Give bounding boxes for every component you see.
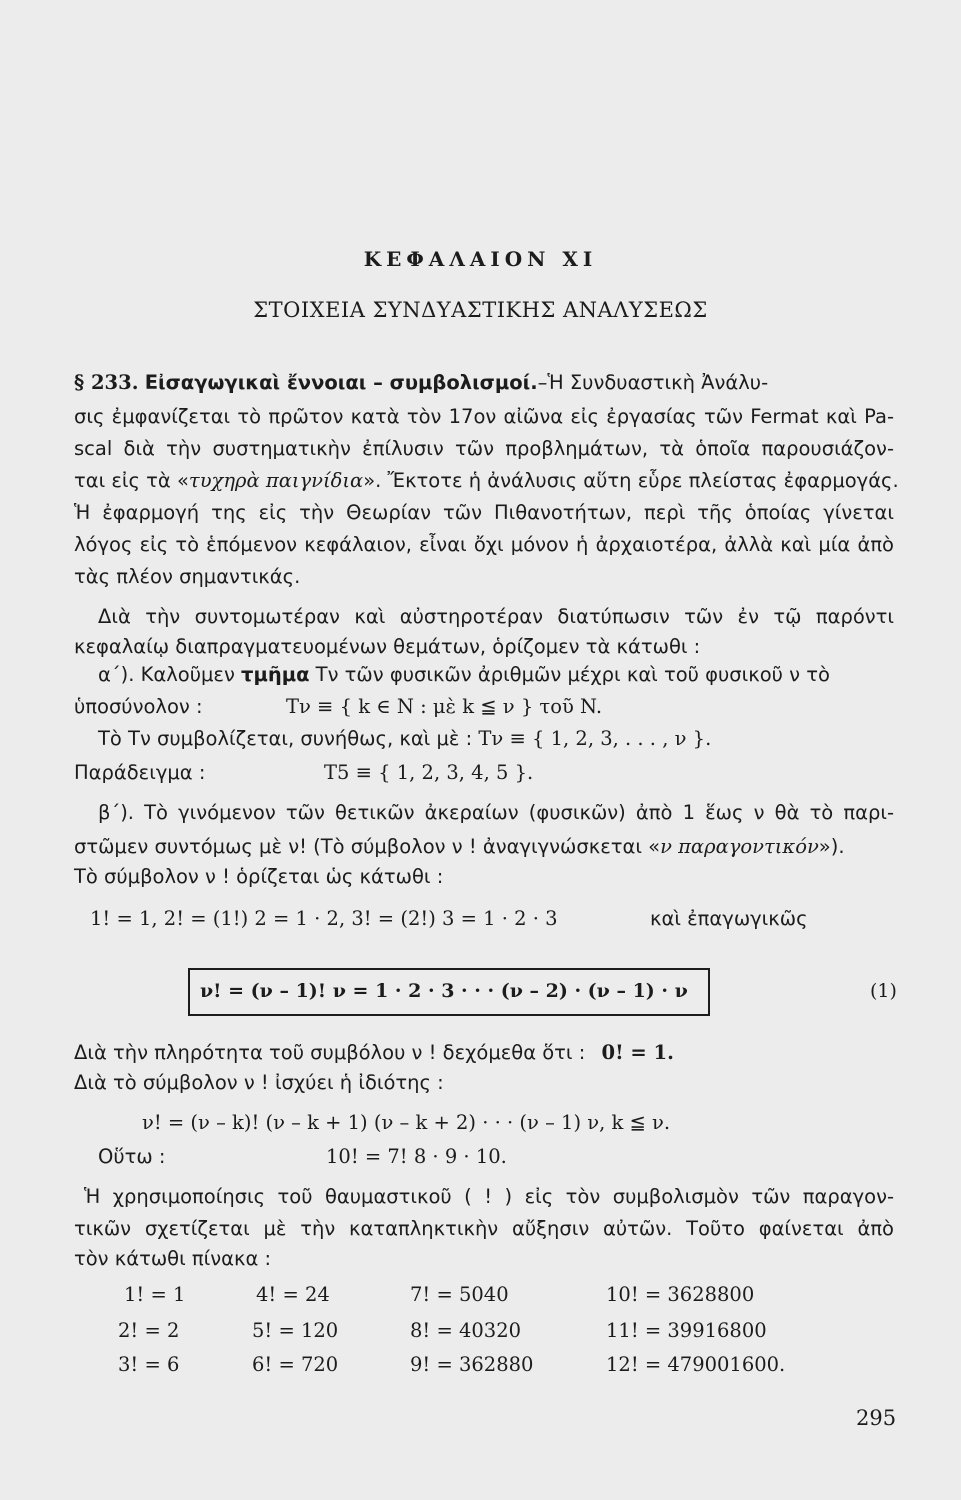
chapter-heading: ΚΕΦΑΛΑΙΟΝ XI: [363, 247, 598, 271]
boxed-factorial-definition: ν! = (ν – 1)! ν = 1 · 2 · 3 · · · (ν – 2) · (ν – 1) · ν: [200, 980, 688, 1002]
item-a-term: τμῆμα: [241, 663, 310, 686]
section-line-1: [74, 370, 894, 396]
section-number: § 233.: [74, 371, 139, 394]
section-line-7: τὰς πλέον σημαντικάς.: [74, 565, 301, 588]
item-a-formula-notation: Tν ≡ { 1, 2, 3, . . . , ν }.: [478, 727, 712, 750]
item-b-line-3: Τὸ σύμβολον ν ! ὁρίζεται ὡς κάτωθι :: [74, 865, 444, 888]
section-line-5: Ἡ ἐφαρμογή της εἰς τὴν Θεωρίαν τῶν Πιθανοτήτων, περὶ τῆς ὁποίας γίνεται: [74, 501, 894, 524]
item-a-line-1: [98, 662, 894, 688]
item-b-inductive-text: καὶ ἐπαγωγικῶς: [650, 907, 808, 930]
section-line-6: λόγος εἰς τὸ ἑπόμενον κεφάλαιον, εἶναι ὄχι μόνον ἡ ἀρχαιοτέρα, ἀλλὰ καὶ μία ἀπὸ: [74, 533, 894, 556]
item-b-line-6: [74, 1040, 894, 1066]
item-b-formula-small-factorials: 1! = 1, 2! = (1!) 2 = 1 · 2, 3! = (2!) 3 = 1 · 2 · 3: [90, 907, 558, 930]
page-number: 295: [856, 1406, 897, 1430]
para3-line-2: τικῶν σχετίζεται μὲ τὴν καταπληκτικὴν αὔξησιν αὐτῶν. Τοῦτο φαίνεται ἀπὸ: [74, 1217, 894, 1240]
table-cell: 6! = 720: [252, 1353, 339, 1376]
section-heading: Εἰσαγωγικαὶ ἔννοιαι – συμβολισμοί.: [144, 371, 538, 394]
para3-line-1: Ἡ χρησιμοποίησις τοῦ θαυμαστικοῦ ( ! ) εἰς τὸν συμβολισμὸν τῶν παραγον-: [84, 1185, 894, 1208]
table-cell: 12! = 479001600.: [606, 1353, 786, 1376]
item-b-line-7: Διὰ τὸ σύμβολον ν ! ἰσχύει ἡ ἰδιότης :: [74, 1071, 444, 1094]
item-a-line-4: [74, 760, 894, 786]
para2-line-1: Διὰ τὴν συντομωτέραν καὶ αὐστηροτέραν διατύπωσιν τῶν ἐν τῷ παρόντι: [98, 605, 894, 628]
table-cell: 11! = 39916800: [606, 1319, 767, 1342]
item-b-zero-text: Διὰ τὴν πληρότητα τοῦ συμβόλου ν ! δεχόμεθα ὅτι :: [74, 1041, 586, 1064]
table-cell: 1! = 1: [124, 1283, 186, 1306]
item-b-zero-formula: 0! = 1.: [601, 1041, 674, 1064]
item-b-line-2-end: »).: [818, 835, 845, 858]
item-b-line-2: [74, 834, 894, 860]
table-cell: 9! = 362880: [410, 1353, 534, 1376]
item-a-line-2: [74, 694, 894, 720]
item-b-example-formula: 10! = 7! 8 · 9 · 10.: [326, 1145, 507, 1168]
item-a-label-subset: ὑποσύνολον :: [74, 695, 203, 718]
item-b-line-2-italic: ν παραγοντικόν: [660, 835, 819, 858]
table-cell: 10! = 3628800: [606, 1283, 755, 1306]
table-cell: 3! = 6: [118, 1353, 180, 1376]
para3-line-3: τὸν κάτωθι πίνακα :: [74, 1247, 272, 1270]
item-a-formula-example: T5 ≡ { 1, 2, 3, 4, 5 }.: [324, 761, 534, 784]
item-a-formula-subset: Tν ≡ { k ∈ N : μὲ k ≦ ν } τοῦ N.: [286, 695, 603, 718]
para2-line-2: κεφαλαίῳ διαπραγματευομένων θεμάτων, ὁρίζομεν τὰ κάτωθι :: [74, 635, 701, 658]
table-cell: 4! = 24: [256, 1283, 330, 1306]
item-a-text-1: α΄). Καλοῦμεν: [98, 663, 235, 686]
section-line-4-start: ται εἰς τὰ «: [74, 469, 189, 492]
item-b-line-4: [90, 906, 894, 932]
item-a-label-notation: Τὸ Tν συμβολίζεται, συνήθως, καὶ μὲ :: [98, 727, 473, 750]
table-cell: 5! = 120: [252, 1319, 339, 1342]
item-b-line-2-start: στῶμεν συντόμως μὲ ν! (Τὸ σύμβολον ν ! ἀναγιγνώσκεται «: [74, 835, 661, 858]
item-a-label-example: Παράδειγμα :: [74, 761, 206, 784]
item-b-property-formula: ν! = (ν – k)! (ν – k + 1) (ν – k + 2) · · · (ν – 1) ν, k ≦ ν.: [142, 1111, 671, 1134]
equation-number: (1): [870, 980, 897, 1002]
item-a-line-3: [98, 726, 894, 752]
section-line-4: [74, 468, 899, 494]
section-line-3: scal διὰ τὴν συστηματικὴν ἐπίλυσιν τῶν προβλημάτων, τὰ ὁποῖα παρουσιάζον-: [74, 437, 894, 460]
item-a-text-2: Tν τῶν φυσικῶν ἀριθμῶν μέχρι καὶ τοῦ φυσικοῦ ν τὸ: [315, 663, 830, 686]
item-b-example-label: Οὕτω :: [98, 1145, 166, 1168]
section-line-4-italic: τυχηρὰ παιγνίδια: [188, 469, 364, 492]
section-line-1-rest: –Ἡ Συνδυαστικὴ Ἀνάλυ-: [537, 371, 769, 394]
section-line-2: σις ἐμφανίζεται τὸ πρῶτον κατὰ τὸν 17ον αἰῶνα εἰς ἐργασίας τῶν Fermat καὶ Pa-: [74, 405, 894, 428]
table-cell: 2! = 2: [118, 1319, 180, 1342]
item-b-line-1: β΄). Τὸ γινόμενον τῶν θετικῶν ἀκεραίων (φυσικῶν) ἀπὸ 1 ἕως ν θὰ τὸ παρι-: [98, 801, 894, 824]
table-cell: 8! = 40320: [410, 1319, 522, 1342]
item-b-line-9: [98, 1144, 894, 1170]
chapter-title: ΣΤΟΙΧΕΙΑ ΣΥΝΔΥΑΣΤΙΚΗΣ ΑΝΑΛΥΣΕΩΣ: [253, 298, 708, 322]
table-cell: 7! = 5040: [410, 1283, 509, 1306]
section-line-4-end: ». Ἔκτοτε ἡ ἀνάλυσις αὕτη εὗρε πλείστας ἐφαρμογάς.: [363, 469, 899, 492]
